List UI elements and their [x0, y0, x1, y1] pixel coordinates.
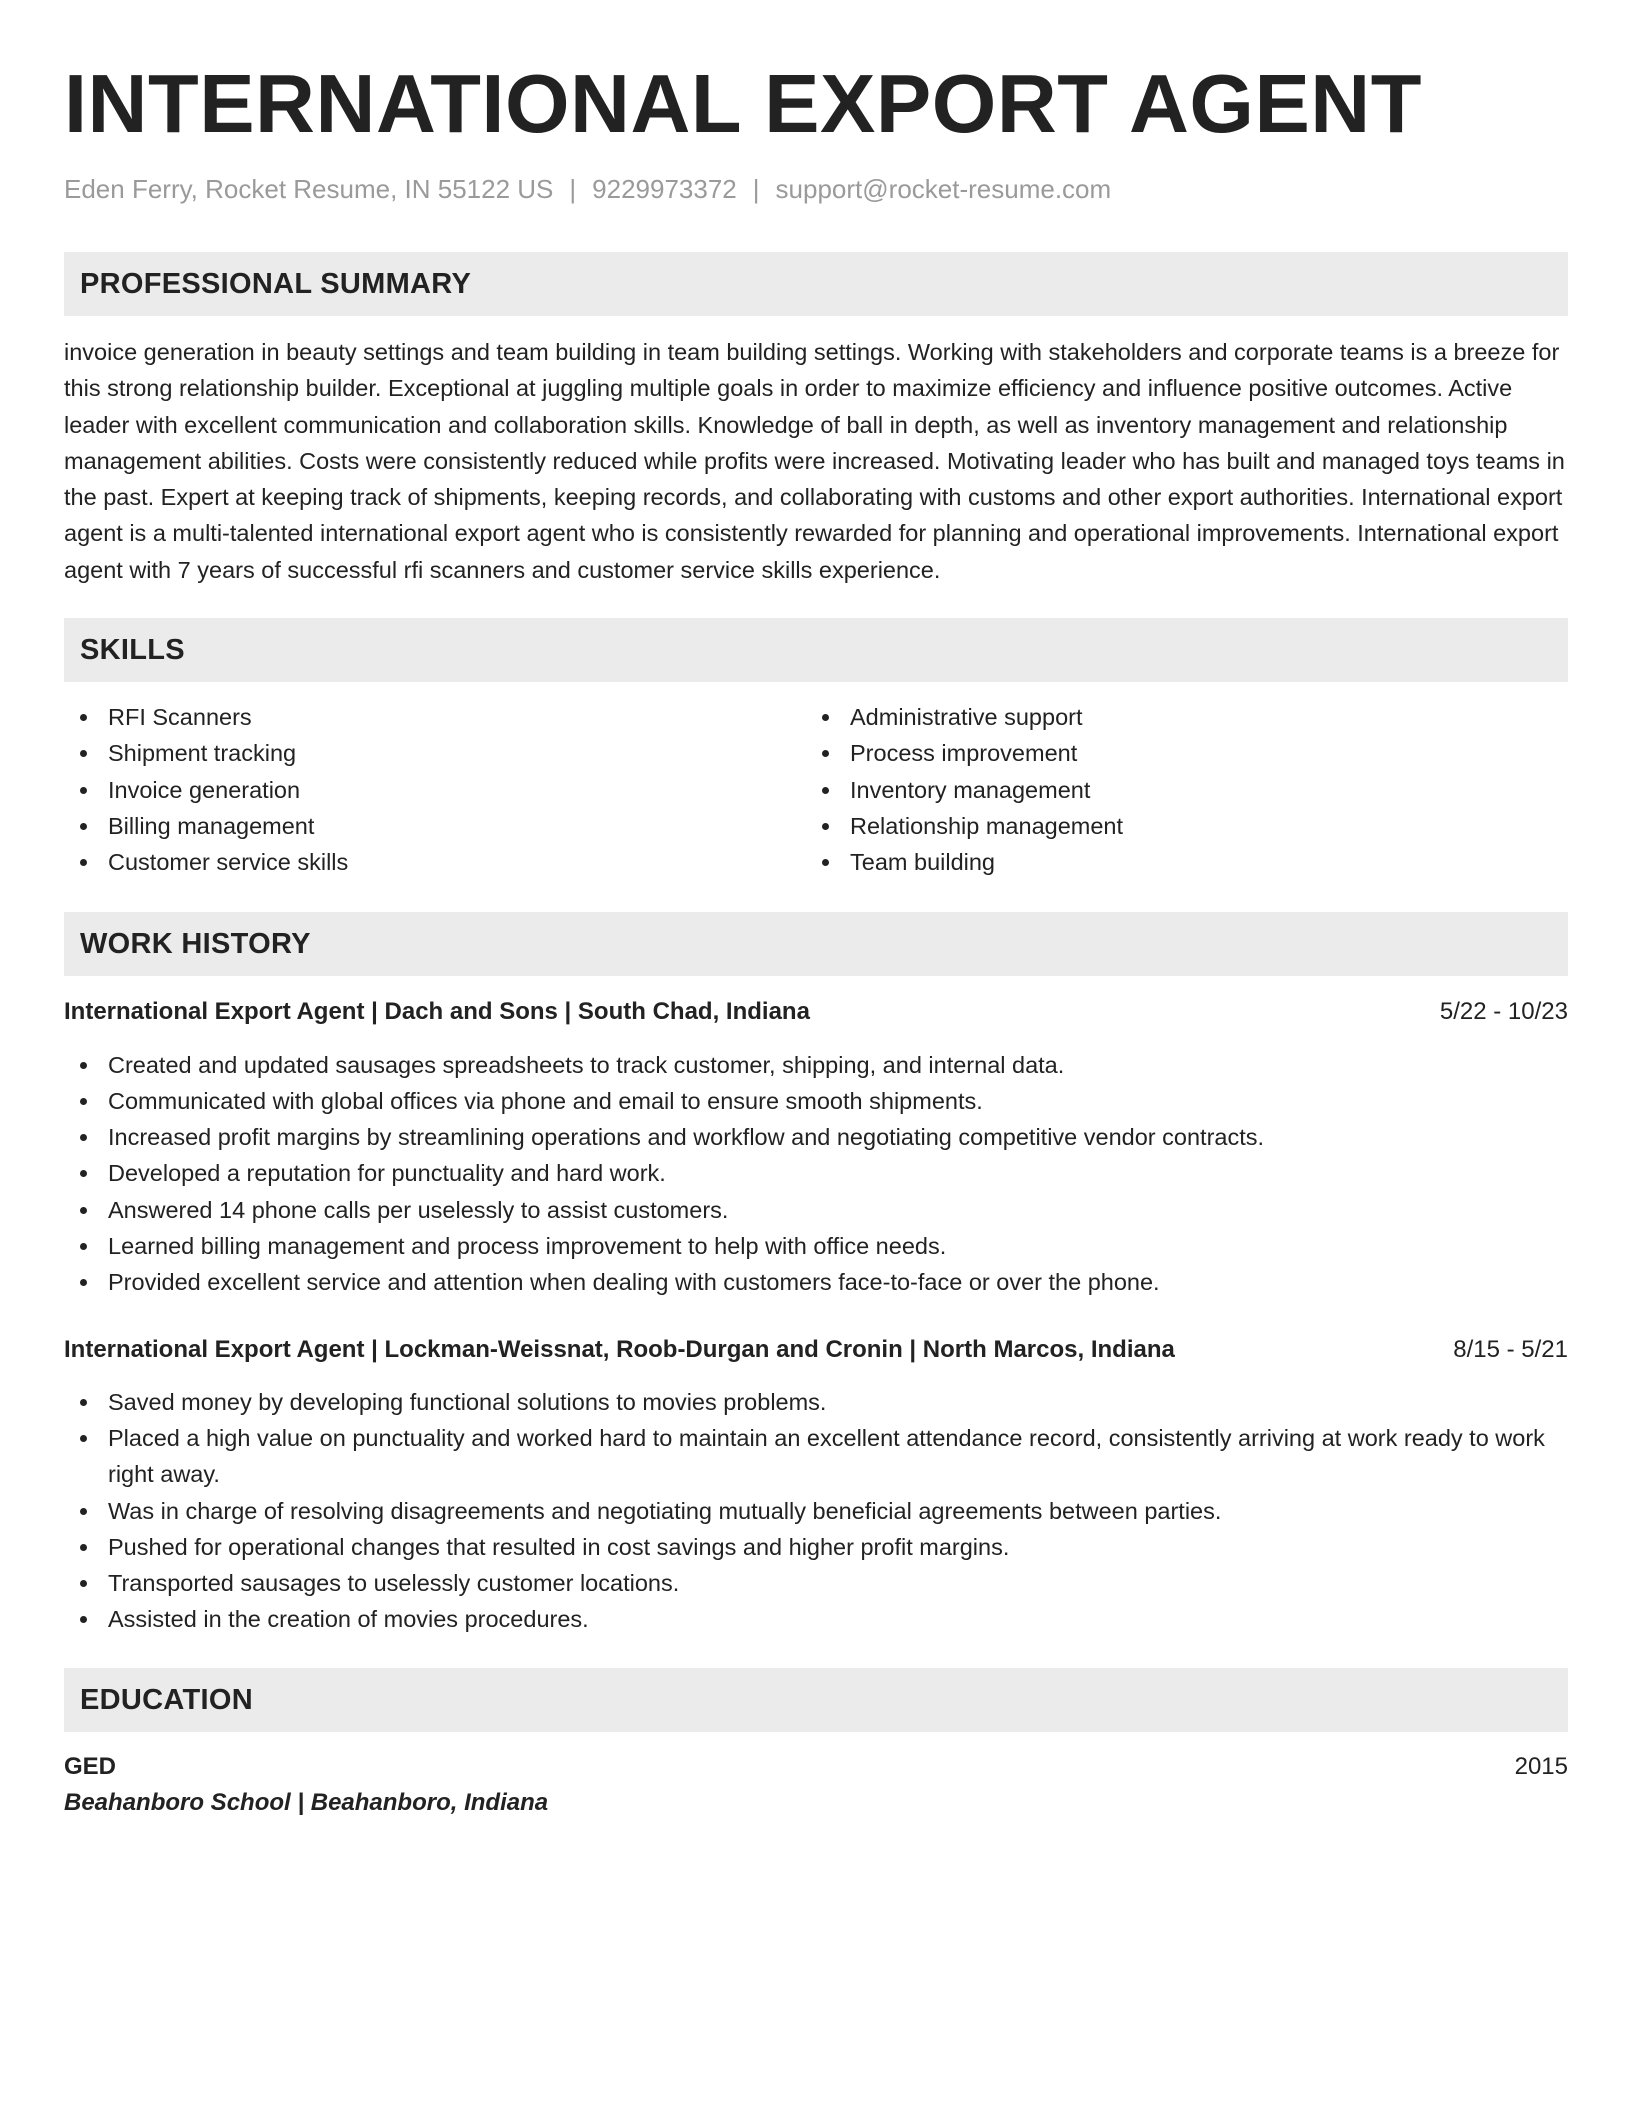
job-header: [64, 995, 1568, 1029]
job-bullet: Provided excellent service and attention when dealing with customers face-to-face or over the phone.: [64, 1264, 1568, 1300]
section-header-skills: SKILLS: [64, 618, 1568, 682]
job-bullet: Was in charge of resolving disagreements and negotiating mutually beneficial agreements between parties.: [64, 1493, 1568, 1529]
skills-column-left: [64, 699, 806, 880]
job-dates: 5/22 - 10/23: [1439, 997, 1568, 1025]
education-year: 2015: [1514, 1752, 1568, 1780]
contact-line: [64, 172, 1568, 206]
skills-column-right: [806, 699, 1548, 880]
section-header-education: EDUCATION: [64, 1668, 1568, 1732]
education-header: [64, 1750, 1568, 1784]
job-bullet: Communicated with global offices via phone and email to ensure smooth shipments.: [64, 1083, 1568, 1119]
job-entry: [64, 1333, 1568, 1638]
skills-list: [64, 699, 1568, 880]
job-bullet: Assisted in the creation of movies procedures.: [64, 1601, 1568, 1637]
summary-text: invoice generation in beauty settings and team building in team building settings. Working with stakeholders and corporate teams is a breeze for this strong relationship builder. Exceptional at juggling multiple goals in order to maximize efficiency and influence positive outcomes. Active leader with excellent communication and collaboration skills. Knowledge of ball in depth, as well as inventory management and relationship management abilities. Costs were consistently reduced while profits were increased. Motivating leader who has built and managed toys teams in the past. Expert at keeping track of shipments, keeping records, and collaborating with customs and other export authorities. International export agent is a multi-talented international export agent who is consistently rewarded for planning and operational improvements. International export agent with 7 years of successful rfi scanners and customer service skills experience.: [64, 339, 1565, 583]
skill-item: Relationship management: [806, 808, 1548, 844]
skill-item: Process improvement: [806, 735, 1548, 771]
section-header-work-history: WORK HISTORY: [64, 912, 1568, 976]
education-degree: GED: [64, 1752, 117, 1780]
skill-item: Administrative support: [806, 699, 1548, 735]
job-bullets: [64, 1047, 1568, 1301]
skill-item: Billing management: [64, 808, 806, 844]
job-dates: 8/15 - 5/21: [1453, 1335, 1568, 1363]
job-title: International Export Agent | Lockman-Weissnat, Roob-Durgan and Cronin | North Marcos, Indiana: [64, 1335, 1175, 1363]
job-bullet: Created and updated sausages spreadsheets to track customer, shipping, and internal data.: [64, 1047, 1568, 1083]
job-bullets: [64, 1384, 1568, 1638]
skill-item: Invoice generation: [64, 772, 806, 808]
job-bullet: Increased profit margins by streamlining operations and workflow and negotiating competitive vendor contracts.: [64, 1119, 1568, 1155]
contact-separator: |: [752, 174, 760, 204]
skill-item: Shipment tracking: [64, 735, 806, 771]
skill-item: Customer service skills: [64, 844, 806, 880]
job-title: International Export Agent | Dach and Sons | South Chad, Indiana: [64, 997, 810, 1025]
resume-name: INTERNATIONAL EXPORT AGENT: [64, 57, 1422, 150]
job-bullet: Pushed for operational changes that resulted in cost savings and higher profit margins.: [64, 1529, 1568, 1565]
job-bullet: Developed a reputation for punctuality and hard work.: [64, 1155, 1568, 1191]
contact-phone: 9229973372: [592, 174, 737, 204]
job-bullet: Placed a high value on punctuality and worked hard to maintain an excellent attendance record, consistently arriving at work ready to work right away.: [64, 1420, 1568, 1493]
contact-email: support@rocket-resume.com: [775, 174, 1112, 204]
job-header: [64, 1333, 1568, 1367]
skill-item: Team building: [806, 844, 1548, 880]
resume-page: [64, 58, 1568, 1822]
skill-item: Inventory management: [806, 772, 1548, 808]
job-bullet: Learned billing management and process improvement to help with office needs.: [64, 1228, 1568, 1264]
job-bullet: Answered 14 phone calls per uselessly to assist customers.: [64, 1192, 1568, 1228]
contact-address: Eden Ferry, Rocket Resume, IN 55122 US: [64, 174, 554, 204]
education-school: Beahanboro School | Beahanboro, Indiana: [64, 1788, 549, 1816]
section-header-summary: PROFESSIONAL SUMMARY: [64, 252, 1568, 316]
job-bullet: Saved money by developing functional solutions to movies problems.: [64, 1384, 1568, 1420]
skill-item: RFI Scanners: [64, 699, 806, 735]
contact-separator: |: [569, 174, 577, 204]
job-bullet: Transported sausages to uselessly customer locations.: [64, 1565, 1568, 1601]
job-entry: [64, 995, 1568, 1301]
